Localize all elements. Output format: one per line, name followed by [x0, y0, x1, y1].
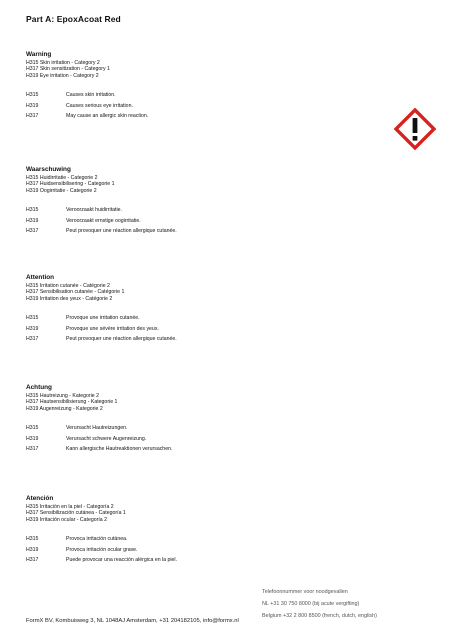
statement-code: H317: [26, 557, 39, 564]
hazard-statement: [26, 205, 406, 216]
statement-text: Causes serious eye irritation.: [66, 102, 133, 109]
hazard-statement: [26, 111, 406, 122]
emergency-phone-be: Belgium +32 2 800 8500 (french, dutch, english): [262, 613, 377, 619]
statement-code: H315: [26, 92, 39, 99]
statement-text: Puede provocar una reacción alérgica en la piel.: [66, 557, 178, 564]
hazard-section-dutch: [26, 166, 406, 237]
signal-word: Waarschuwing: [26, 166, 71, 173]
emergency-phone-nl: NL +31 30 750 8000 (bij acute vergifting): [262, 601, 360, 607]
hazard-statement: [26, 101, 406, 112]
statement-code: H319: [26, 217, 39, 224]
statement-text: Kann allergische Hautreaktionen verursachen.: [66, 446, 173, 453]
company-footer: FormX BV, Kombuisweg 3, NL 1048AJ Amsterdam, +31 204182105, info@formx.nl: [26, 618, 239, 624]
hazard-statement: [26, 216, 406, 227]
hazard-statement: [26, 90, 406, 101]
emergency-contact: [262, 586, 377, 622]
statement-text: Provoque une irritation cutanée.: [66, 315, 140, 322]
hazard-statement: [26, 313, 406, 324]
signal-word: Warning: [26, 51, 52, 58]
hazard-statement: [26, 226, 406, 237]
statement-code: H317: [26, 113, 39, 120]
statement-code: H315: [26, 207, 39, 214]
statement-text: Veroorzaakt huidirritatie.: [66, 207, 122, 214]
hazard-category: H319 Irritation des yeux - Catégorie 2: [26, 295, 113, 302]
hazard-statement: [26, 555, 406, 566]
statement-text: Provoca irritación ocular grave.: [66, 546, 138, 553]
hazard-category: H315 Hautreizung - Kategorie 2: [26, 393, 99, 399]
statement-text: Provoca irritación cutánea.: [66, 536, 128, 543]
hazard-statement: [26, 423, 406, 434]
hazard-category: H315 Irritation cutanée - Catégorie 2: [26, 283, 110, 289]
hazard-statements: [26, 423, 406, 455]
statement-code: H315: [26, 536, 39, 543]
statement-text: Peut provoquer une réaction allergique cutanée.: [66, 228, 177, 235]
hazard-statements: [26, 534, 406, 566]
statement-code: H319: [26, 435, 39, 442]
statement-text: Peut provoquer une réaction allergique cutanée.: [66, 336, 177, 343]
hazard-statement: [26, 334, 406, 345]
signal-word: Atención: [26, 495, 54, 502]
hazard-category: H317 Huidsensibilisering - Categorie 1: [26, 181, 115, 188]
hazard-category: H319 Eye irritation - Category 2: [26, 72, 99, 79]
statement-code: H317: [26, 336, 39, 343]
hazard-category: H315 Irritación en la piel - Categoría 2: [26, 504, 114, 510]
statement-code: H315: [26, 425, 39, 432]
statement-text: Veroorzaakt ernstige oogirritatie.: [66, 217, 141, 224]
statement-code: H319: [26, 325, 39, 332]
hazard-section-german: [26, 384, 406, 455]
hazard-category: H317 Skin sensitization - Category 1: [26, 66, 110, 73]
hazard-section-spanish: [26, 495, 406, 566]
hazard-section-english: [26, 51, 406, 122]
statement-text: Causes skin irritation.: [66, 92, 116, 99]
statement-code: H315: [26, 315, 39, 322]
statement-text: Verursacht Hautreizungen.: [66, 425, 128, 432]
statement-code: H319: [26, 546, 39, 553]
hazard-category: H319 Augenreizung - Kategorie 2: [26, 405, 103, 412]
statement-code: H319: [26, 102, 39, 109]
hazard-statement: [26, 324, 406, 335]
hazard-statements: [26, 90, 406, 122]
hazard-category: H317 Hautsensibilisierung - Kategorie 1: [26, 399, 118, 406]
hazard-statement: [26, 444, 406, 455]
hazard-statement: [26, 545, 406, 556]
ghs07-exclamation-mark-icon: [394, 108, 436, 150]
hazard-category: H317 Sensibilización cutánea - Categoría 1: [26, 510, 126, 517]
hazard-category: H319 Irritación ocular - Categoría 2: [26, 516, 108, 523]
hazard-category: H315 Huidirritatie - Categorie 2: [26, 175, 98, 181]
hazard-statement: [26, 534, 406, 545]
hazard-statements: [26, 205, 406, 237]
statement-text: May cause an allergic skin reaction.: [66, 113, 149, 120]
hazard-category: H319 Oogirritatie - Categorie 2: [26, 187, 97, 194]
statement-text: Verursacht schwere Augenreizung.: [66, 435, 147, 442]
statement-code: H317: [26, 228, 39, 235]
statement-text: Provoque une sévère irritation des yeux.: [66, 325, 159, 332]
signal-word: Achtung: [26, 384, 52, 391]
hazard-statement: [26, 434, 406, 445]
hazard-category: H315 Skin irritation - Category 2: [26, 60, 100, 66]
hazard-section-french: [26, 274, 406, 345]
emergency-label: Telefoonnummer voor noodgevallen: [262, 589, 348, 595]
signal-word: Attention: [26, 274, 55, 281]
hazard-statements: [26, 313, 406, 345]
statement-code: H317: [26, 446, 39, 453]
document-title: Part A: EpoxAcoat Red: [26, 14, 121, 24]
hazard-category: H317 Sensibilisation cutanée - Catégorie 1: [26, 289, 125, 296]
